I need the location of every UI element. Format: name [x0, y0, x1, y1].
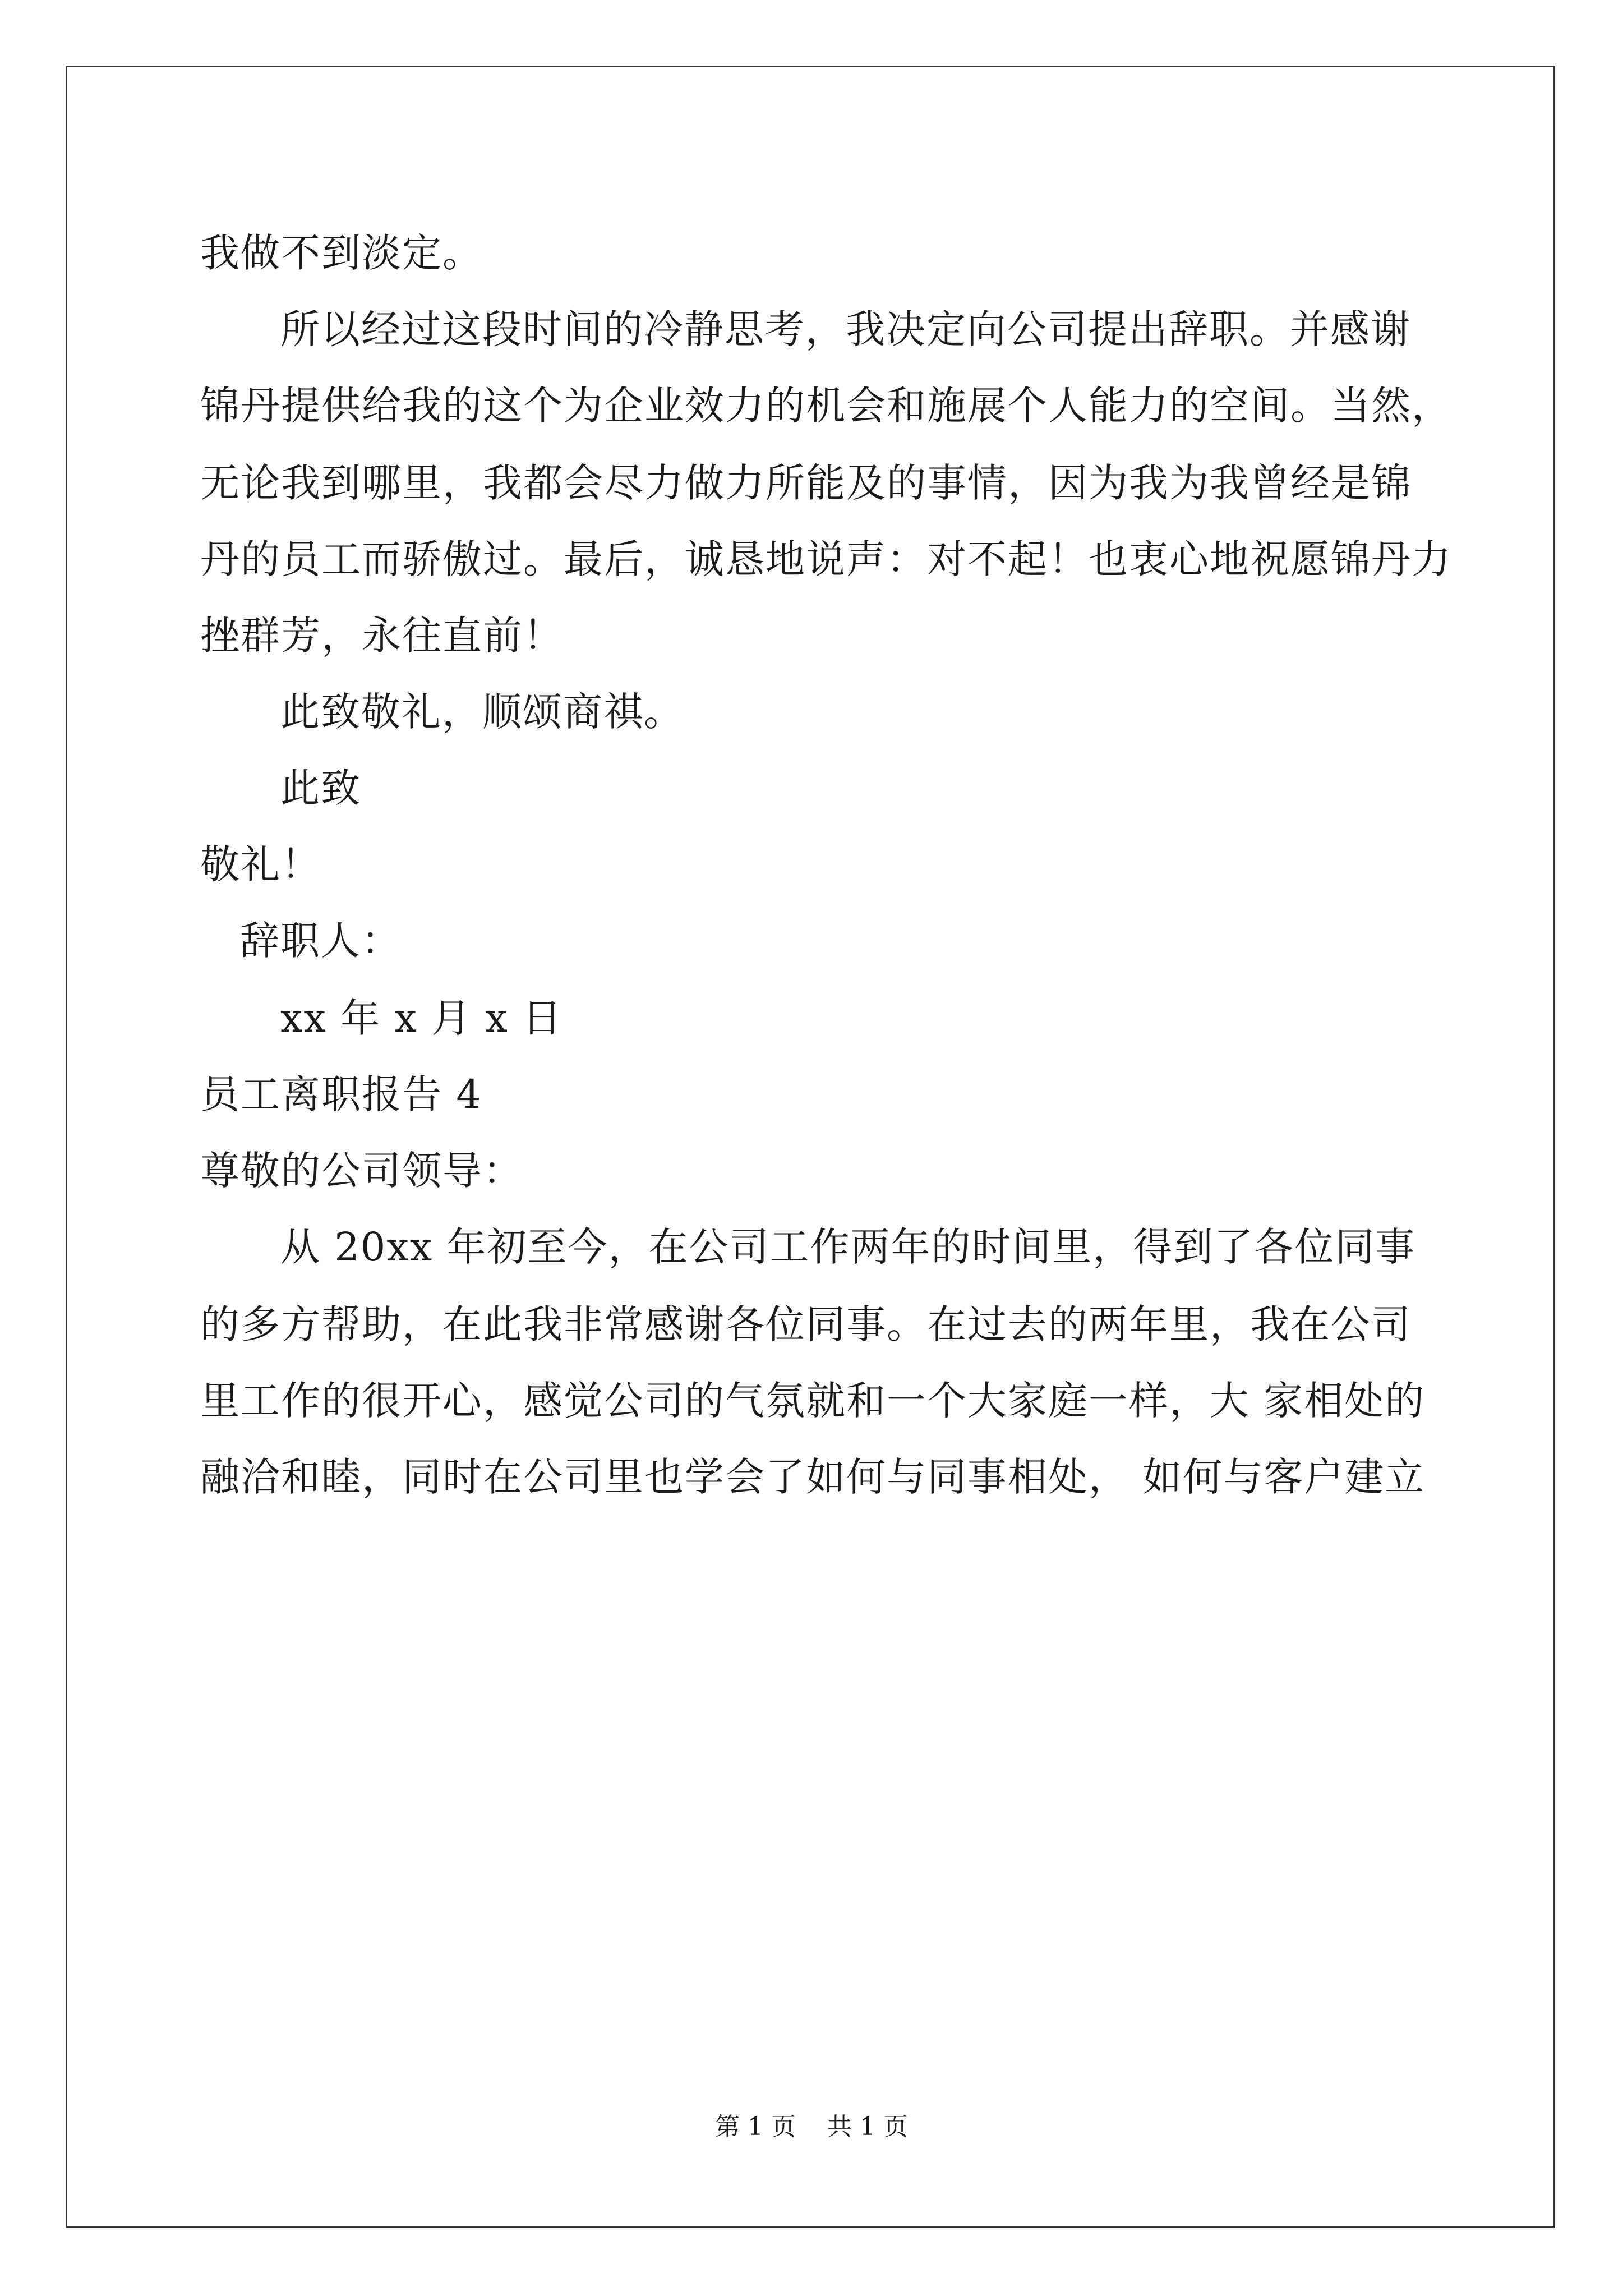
paragraph-line: 无论我到哪里，我都会尽力做力所能及的事情，因为我为我曾经是锦 [200, 460, 1412, 506]
paragraph-line: 融洽和睦，同时在公司里也学会了如何与同事相处， 如何与客户建立 [200, 1454, 1426, 1500]
paragraph-line: 里工作的很开心，感觉公司的气氛就和一个大家庭一样，大 家相处的 [200, 1378, 1426, 1424]
paragraph-line: 锦丹提供给我的这个为企业效力的机会和施展个人能力的空间。当然， [200, 383, 1452, 429]
closing-line: 敬礼！ [200, 841, 321, 887]
paragraph-line: 从 20xx 年初至今，在公司工作两年的时间里，得到了各位同事 [280, 1224, 1416, 1270]
paragraph-line: 丹的员工而骄傲过。最后，诚恳地说声：对不起！也衷心地祝愿锦丹力 [200, 536, 1452, 582]
paragraph-line: 所以经过这段时间的冷静思考，我决定向公司提出辞职。并感谢 [280, 306, 1411, 352]
paragraph-line: 我做不到淡定。 [200, 230, 483, 276]
page-number: 第 1 页 [715, 2113, 796, 2141]
closing-line: 此致 [280, 765, 361, 811]
signature-line: 辞职人： [240, 918, 402, 964]
page-footer [0, 2115, 1623, 2139]
section-title: 员工离职报告 4 [200, 1071, 482, 1117]
date-line: xx 年 x 月 x 日 [280, 995, 563, 1041]
page-total: 共 1 页 [827, 2113, 908, 2141]
paragraph-line: 挫群芳，永往直前！ [200, 613, 564, 659]
paragraph-line: 的多方帮助，在此我非常感谢各位同事。在过去的两年里，我在公司 [200, 1301, 1412, 1347]
paragraph-line: 此致敬礼，顺颂商祺。 [280, 689, 684, 735]
salutation: 尊敬的公司领导： [200, 1148, 523, 1194]
